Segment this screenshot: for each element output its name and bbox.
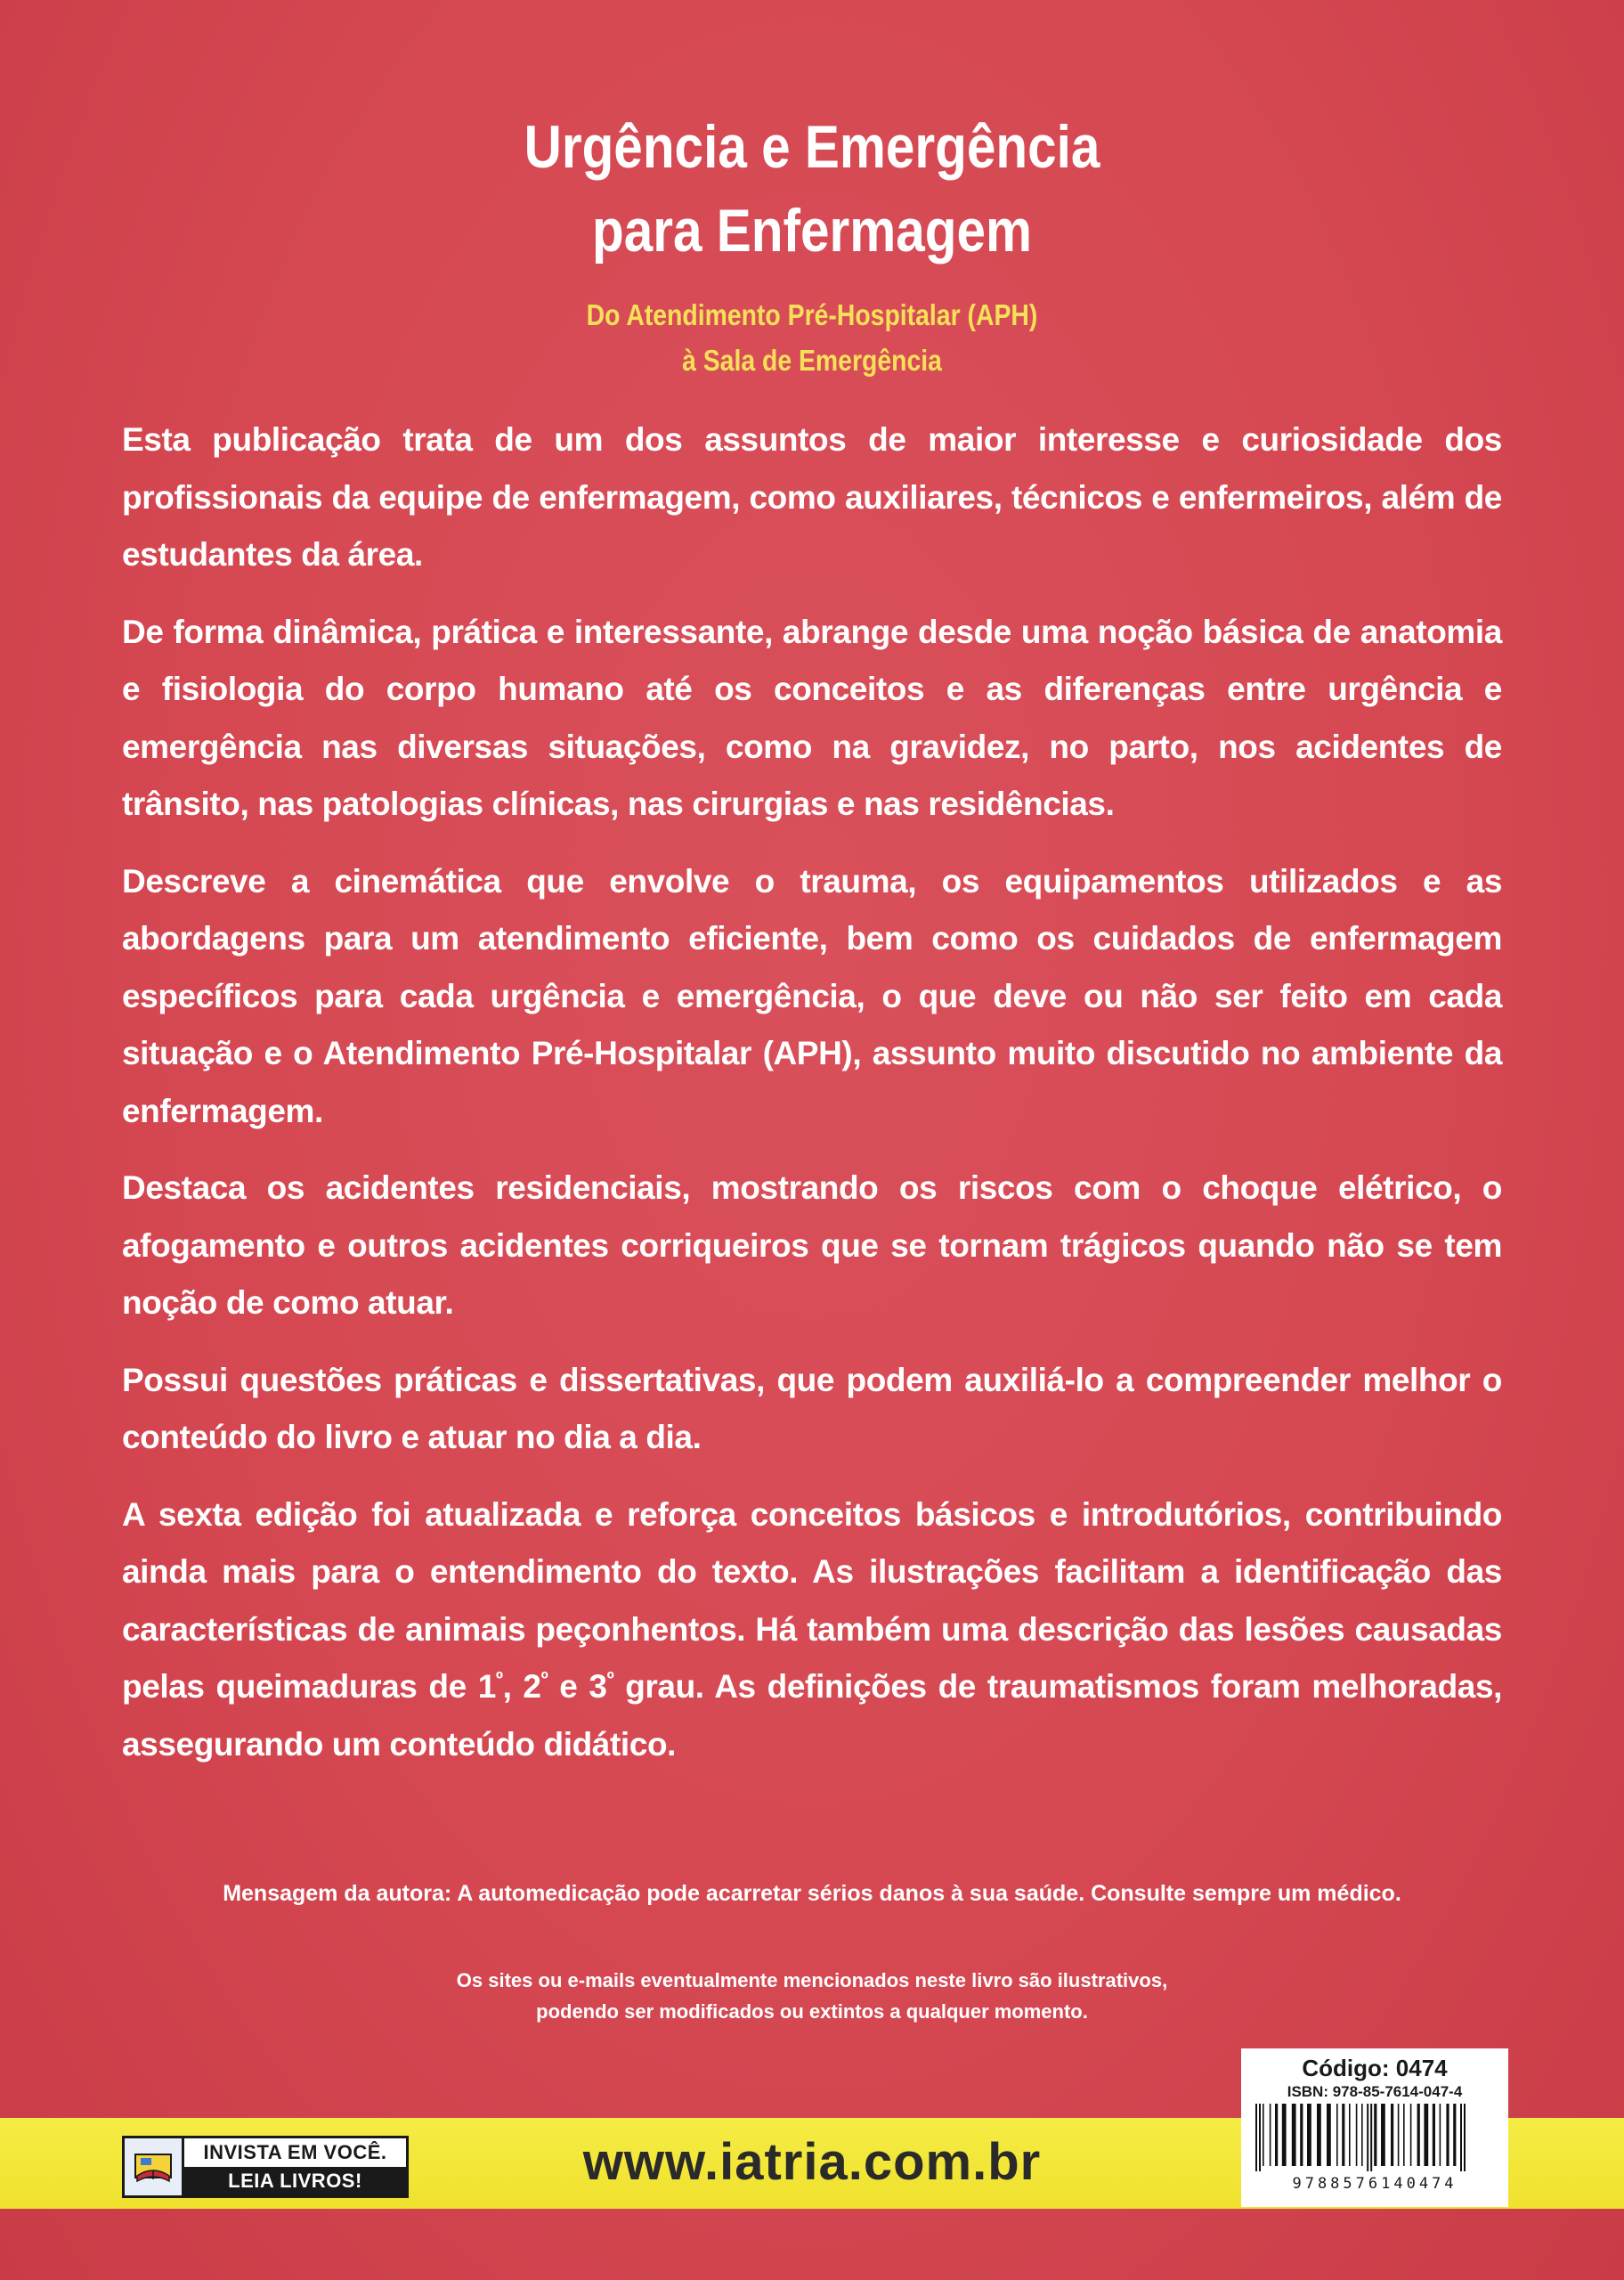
sites-disclaimer: [0, 1965, 1624, 2027]
barcode-bar: [1263, 2104, 1264, 2166]
barcode-bar: [1349, 2104, 1351, 2166]
subtitle-line-2: à Sala de Emergência: [682, 344, 942, 377]
barcode-bar: [1255, 2104, 1257, 2171]
barcode-bar: [1356, 2104, 1358, 2166]
read-books-badge: [122, 2136, 409, 2198]
barcode-bar: [1417, 2104, 1420, 2166]
barcode-bar: [1391, 2104, 1393, 2166]
barcode-bar: [1336, 2104, 1338, 2166]
barcode-bar: [1374, 2104, 1376, 2166]
barcode-bar: [1327, 2104, 1331, 2166]
barcode-bar: [1300, 2104, 1303, 2166]
barcode-bar: [1282, 2104, 1287, 2166]
paragraph-3: Descreve a cinemática que envolve o trauma, os equipamentos utilizados e as abordagens para um atendimento eficiente, bem como os cuidados de enfermagem específicos para cada urgência e emergência, o que deve ou não ser feito em cada situação e o Atendimento Pré-Hospitalar (APH), assunto muito discutido no ambiente da enfermagem.: [122, 862, 1502, 1129]
sites-disclaimer-line-1: Os sites ou e-mails eventualmente mencionados neste livro são ilustrativos,: [456, 1969, 1168, 1991]
ordinal-2: º: [540, 1667, 548, 1690]
paragraph-6-part-4: grau. As definições de traumatismos foram melhoradas, assegurando um conteúdo didático.: [122, 1668, 1503, 1763]
barcode-bar: [1259, 2104, 1261, 2171]
ordinal-1: º: [495, 1667, 503, 1690]
paragraph-6-part-3: e 3: [548, 1668, 607, 1705]
barcode-bar: [1410, 2104, 1412, 2166]
subtitle-line-1: Do Atendimento Pré-Hospitalar (APH): [586, 298, 1038, 331]
barcode-bar: [1464, 2104, 1466, 2171]
barcode-bar: [1370, 2104, 1372, 2171]
book-icon: [125, 2138, 184, 2195]
publisher-website: www.iatria.com.br: [582, 2133, 1042, 2191]
sites-disclaimer-line-2: podendo ser modificados ou extintos a qualquer momento.: [536, 2000, 1088, 2023]
barcode-bar: [1403, 2104, 1405, 2166]
description-text: [122, 411, 1502, 1793]
badge-line-1: INVISTA EM VOCÊ.: [203, 2141, 387, 2163]
badge-texts: [184, 2138, 406, 2195]
paragraph-6: [122, 1486, 1502, 1774]
badge-line-2: LEIA LIVROS!: [184, 2167, 406, 2195]
paragraph-2: De forma dinâmica, prática e interessante, abrange desde uma noção básica de anatomia e fisiologia do corpo humano até os conceitos e as diferenças entre urgência e emergência nas diversas situações, como na gravidez, no parto, nos acidentes de trânsito, nas patologias clínicas, nas cirurgias e nas residências.: [122, 613, 1502, 822]
paragraph-5: Possui questões práticas e dissertativas, que podem auxiliá-lo a compreender melhor o conteúdo do livro e atuar no dia a dia.: [122, 1361, 1502, 1455]
barcode-bar: [1433, 2104, 1435, 2166]
barcode-bar: [1270, 2104, 1271, 2166]
paragraph-4: Destaca os acidentes residenciais, mostrando os riscos com o choque elétrico, o afogamento e outros acidentes corriqueiros que se tornam trágicos quando não se tem noção de como atuar.: [122, 1169, 1502, 1321]
paragraph-6-part-1: A sexta edição foi atualizada e reforça conceitos básicos e introdutórios, contribuindo ainda mais para o entendimento do texto. As ilustrações facilitam a identificação das características de animais peçonhentos. Há também uma descrição das lesões causadas pelas queimaduras de 1: [122, 1495, 1502, 1705]
paragraph-6-part-2: , 2: [502, 1668, 541, 1705]
title-line-1: Urgência e Emergência: [524, 113, 1100, 181]
barcode-bar: [1398, 2104, 1400, 2166]
barcode-bar: [1275, 2104, 1278, 2166]
paragraph-1: Esta publicação trata de um dos assuntos de maior interesse e curiosidade dos profissionais da equipe de enfermagem, como auxiliares, técnicos e enfermeiros, além de estudantes da área.: [122, 421, 1502, 573]
ordinal-3: º: [606, 1667, 614, 1690]
barcode-bar: [1292, 2104, 1296, 2166]
barcode-bar: [1361, 2104, 1363, 2166]
barcode-bar: [1307, 2104, 1311, 2166]
author-message: Mensagem da autora: A automedicação pode acarretar sérios danos à sua saúde. Consulte sempre um médico.: [223, 1881, 1401, 1906]
book-subtitle: [114, 292, 1511, 383]
barcode-graphic: [1250, 2102, 1499, 2171]
barcode-digits: 9788576140474: [1292, 2175, 1458, 2193]
barcode-bar: [1446, 2104, 1449, 2166]
barcode-bar: [1381, 2104, 1385, 2166]
barcode-bar: [1440, 2104, 1441, 2166]
barcode-bar: [1460, 2104, 1462, 2171]
isbn-number: ISBN: 978-85-7614-047-4: [1287, 2083, 1463, 2100]
title-line-2: para Enfermagem: [591, 197, 1033, 265]
barcode-bar: [1317, 2104, 1321, 2166]
barcode-bar: [1342, 2104, 1344, 2166]
book-title: [114, 105, 1511, 273]
barcode-label: [1241, 2048, 1508, 2207]
product-code: Código: 0474: [1302, 2055, 1448, 2081]
barcode-bar: [1453, 2104, 1456, 2166]
barcode-bar: [1424, 2104, 1428, 2166]
barcode-bar: [1367, 2104, 1368, 2171]
